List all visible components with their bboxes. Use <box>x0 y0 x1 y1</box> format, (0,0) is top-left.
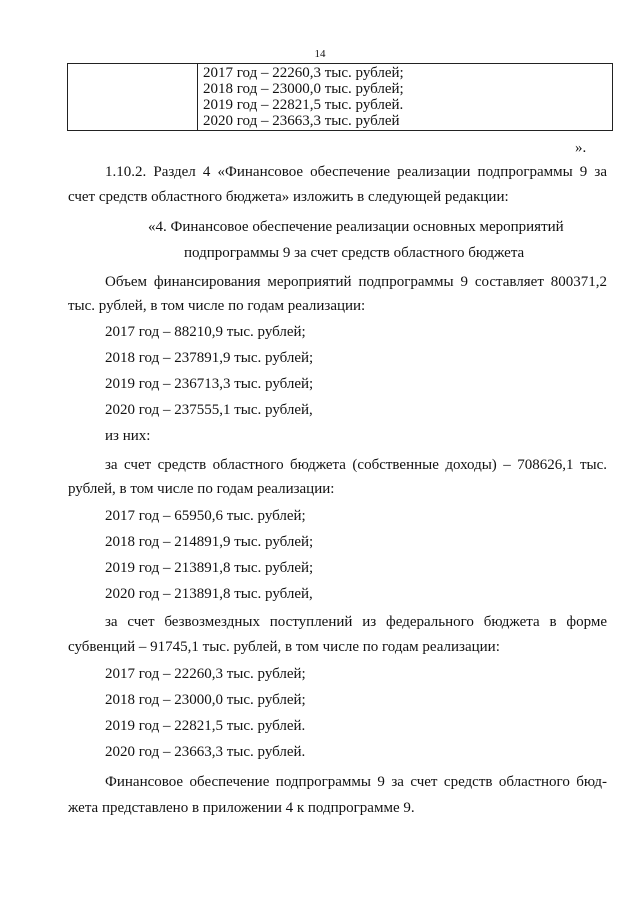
appendix-line-2: жета представлено в приложении 4 к подпрограмме 9. <box>68 800 415 816</box>
table-row: 2019 год – 22821,5 тыс. рублей. <box>203 97 404 113</box>
total-year-2020: 2020 год – 237555,1 тыс. рублей, <box>105 402 313 418</box>
regional-year-2018: 2018 год – 214891,9 тыс. рублей; <box>105 534 314 550</box>
section-heading-line-2: подпрограммы 9 за счет средств областного бюджета <box>184 245 525 261</box>
amendment-line-1: 1.10.2. Раздел 4 «Финансовое обеспечение реализации подпрограммы 9 за <box>105 164 607 180</box>
regional-year-2017: 2017 год – 65950,6 тыс. рублей; <box>105 508 306 524</box>
total-line-1: Объем финансирования мероприятий подпрограммы 9 составляет 800371,2 <box>105 274 607 290</box>
regional-year-2019: 2019 год – 213891,8 тыс. рублей; <box>105 560 314 576</box>
federal-year-2017: 2017 год – 22260,3 тыс. рублей; <box>105 666 306 682</box>
federal-year-2020: 2020 год – 23663,3 тыс. рублей. <box>105 744 306 760</box>
page-number: 14 <box>314 48 326 60</box>
amendment-line-2: счет средств областного бюджета» изложить в следующей редакции: <box>68 189 509 205</box>
table-row: 2020 год – 23663,3 тыс. рублей <box>203 113 400 129</box>
top-table <box>67 63 613 131</box>
federal-line-2: субвенций – 91745,1 тыс. рублей, в том числе по годам реализации: <box>68 639 500 655</box>
regional-line-1: за счет средств областного бюджета (собственные доходы) – 708626,1 тыс. <box>105 457 607 473</box>
total-year-2019: 2019 год – 236713,3 тыс. рублей; <box>105 376 314 392</box>
closing-quote: ». <box>575 140 587 156</box>
regional-line-2: рублей, в том числе по годам реализации: <box>68 481 335 497</box>
of-them: из них: <box>105 428 151 444</box>
federal-year-2019: 2019 год – 22821,5 тыс. рублей. <box>105 718 306 734</box>
total-year-2017: 2017 год – 88210,9 тыс. рублей; <box>105 324 306 340</box>
section-heading-line-1: «4. Финансовое обеспечение реализации основных мероприятий <box>148 219 564 235</box>
federal-line-1: за счет безвозмездных поступлений из федерального бюджета в форме <box>105 614 607 630</box>
total-year-2018: 2018 год – 237891,9 тыс. рублей; <box>105 350 314 366</box>
total-line-2: тыс. рублей, в том числе по годам реализации: <box>68 298 366 314</box>
federal-year-2018: 2018 год – 23000,0 тыс. рублей; <box>105 692 306 708</box>
table-row: 2017 год – 22260,3 тыс. рублей; <box>203 65 404 81</box>
regional-year-2020: 2020 год – 213891,8 тыс. рублей, <box>105 586 313 602</box>
table-row: 2018 год – 23000,0 тыс. рублей; <box>203 81 404 97</box>
table-divider <box>197 64 198 130</box>
appendix-line-1: Финансовое обеспечение подпрограммы 9 за счет средств областного бюд- <box>105 774 607 790</box>
